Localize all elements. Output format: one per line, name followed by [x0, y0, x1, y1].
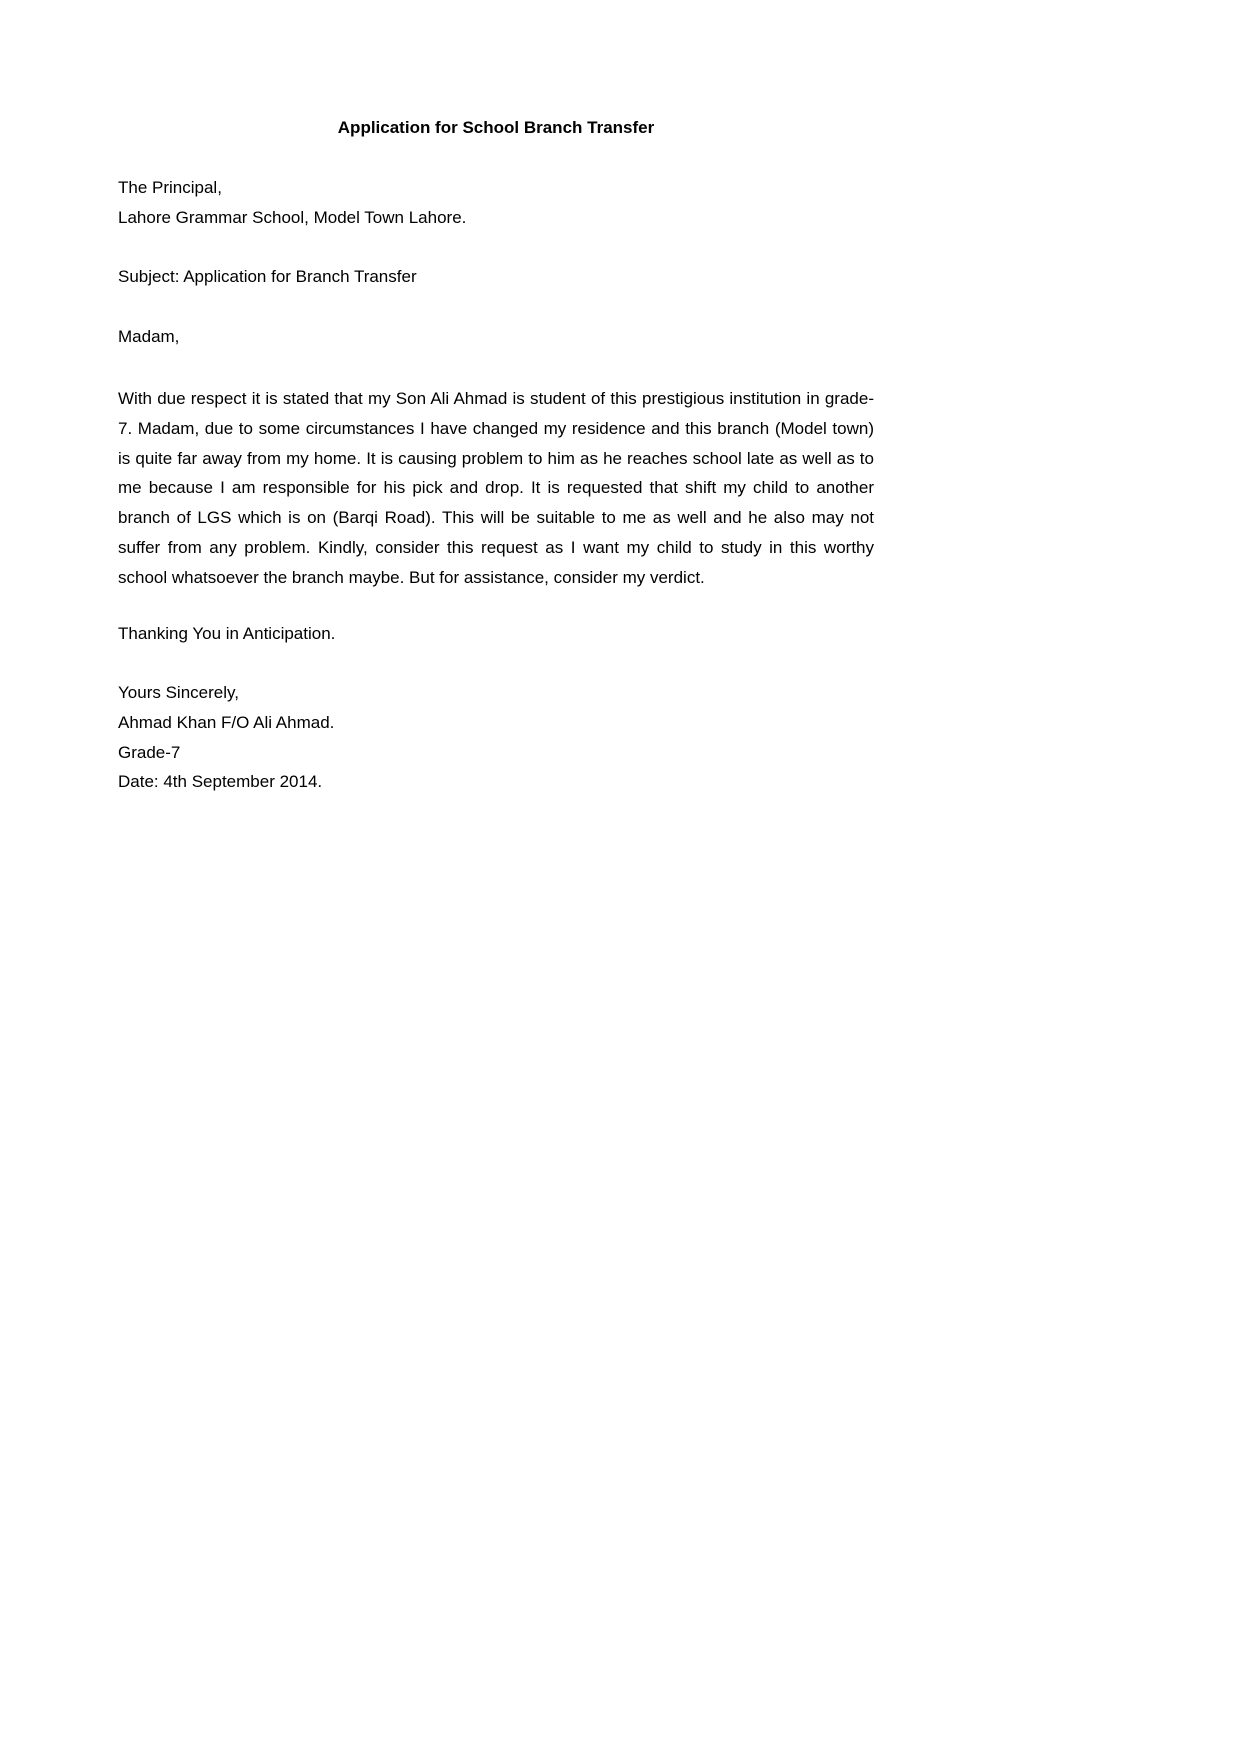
recipient-title: The Principal,	[118, 178, 222, 197]
signoff-grade: Grade-7	[118, 743, 181, 762]
salutation: Madam,	[118, 327, 180, 346]
recipient-school: Lahore Grammar School, Model Town Lahore.	[118, 208, 467, 227]
body-paragraph: With due respect it is stated that my Son Ali Ahmad is student of this prestigious institution in grade-7. Madam, due to some circumstances I have changed my residence and this branch (Model town) is quite far away from my home. It is causing problem to him as he reaches school late as well as to me because I am responsible for his pick and drop. It is requested that shift my child to another branch of LGS which is on (Barqi Road). This will be suitable to me as well and he also may not suffer from any problem. Kindly, consider this request as I want my child to study in this worthy school whatsoever the branch maybe. But for assistance, consider my verdict.	[118, 389, 874, 587]
signoff-sincerely: Yours Sincerely,	[118, 683, 239, 702]
closing-line: Thanking You in Anticipation.	[118, 624, 336, 643]
document-title: Application for School Branch Transfer	[337, 118, 655, 137]
signoff-name: Ahmad Khan F/O Ali Ahmad.	[118, 713, 335, 732]
signoff-date: Date: 4th September 2014.	[118, 772, 323, 791]
subject-line: Subject: Application for Branch Transfer	[118, 267, 417, 286]
